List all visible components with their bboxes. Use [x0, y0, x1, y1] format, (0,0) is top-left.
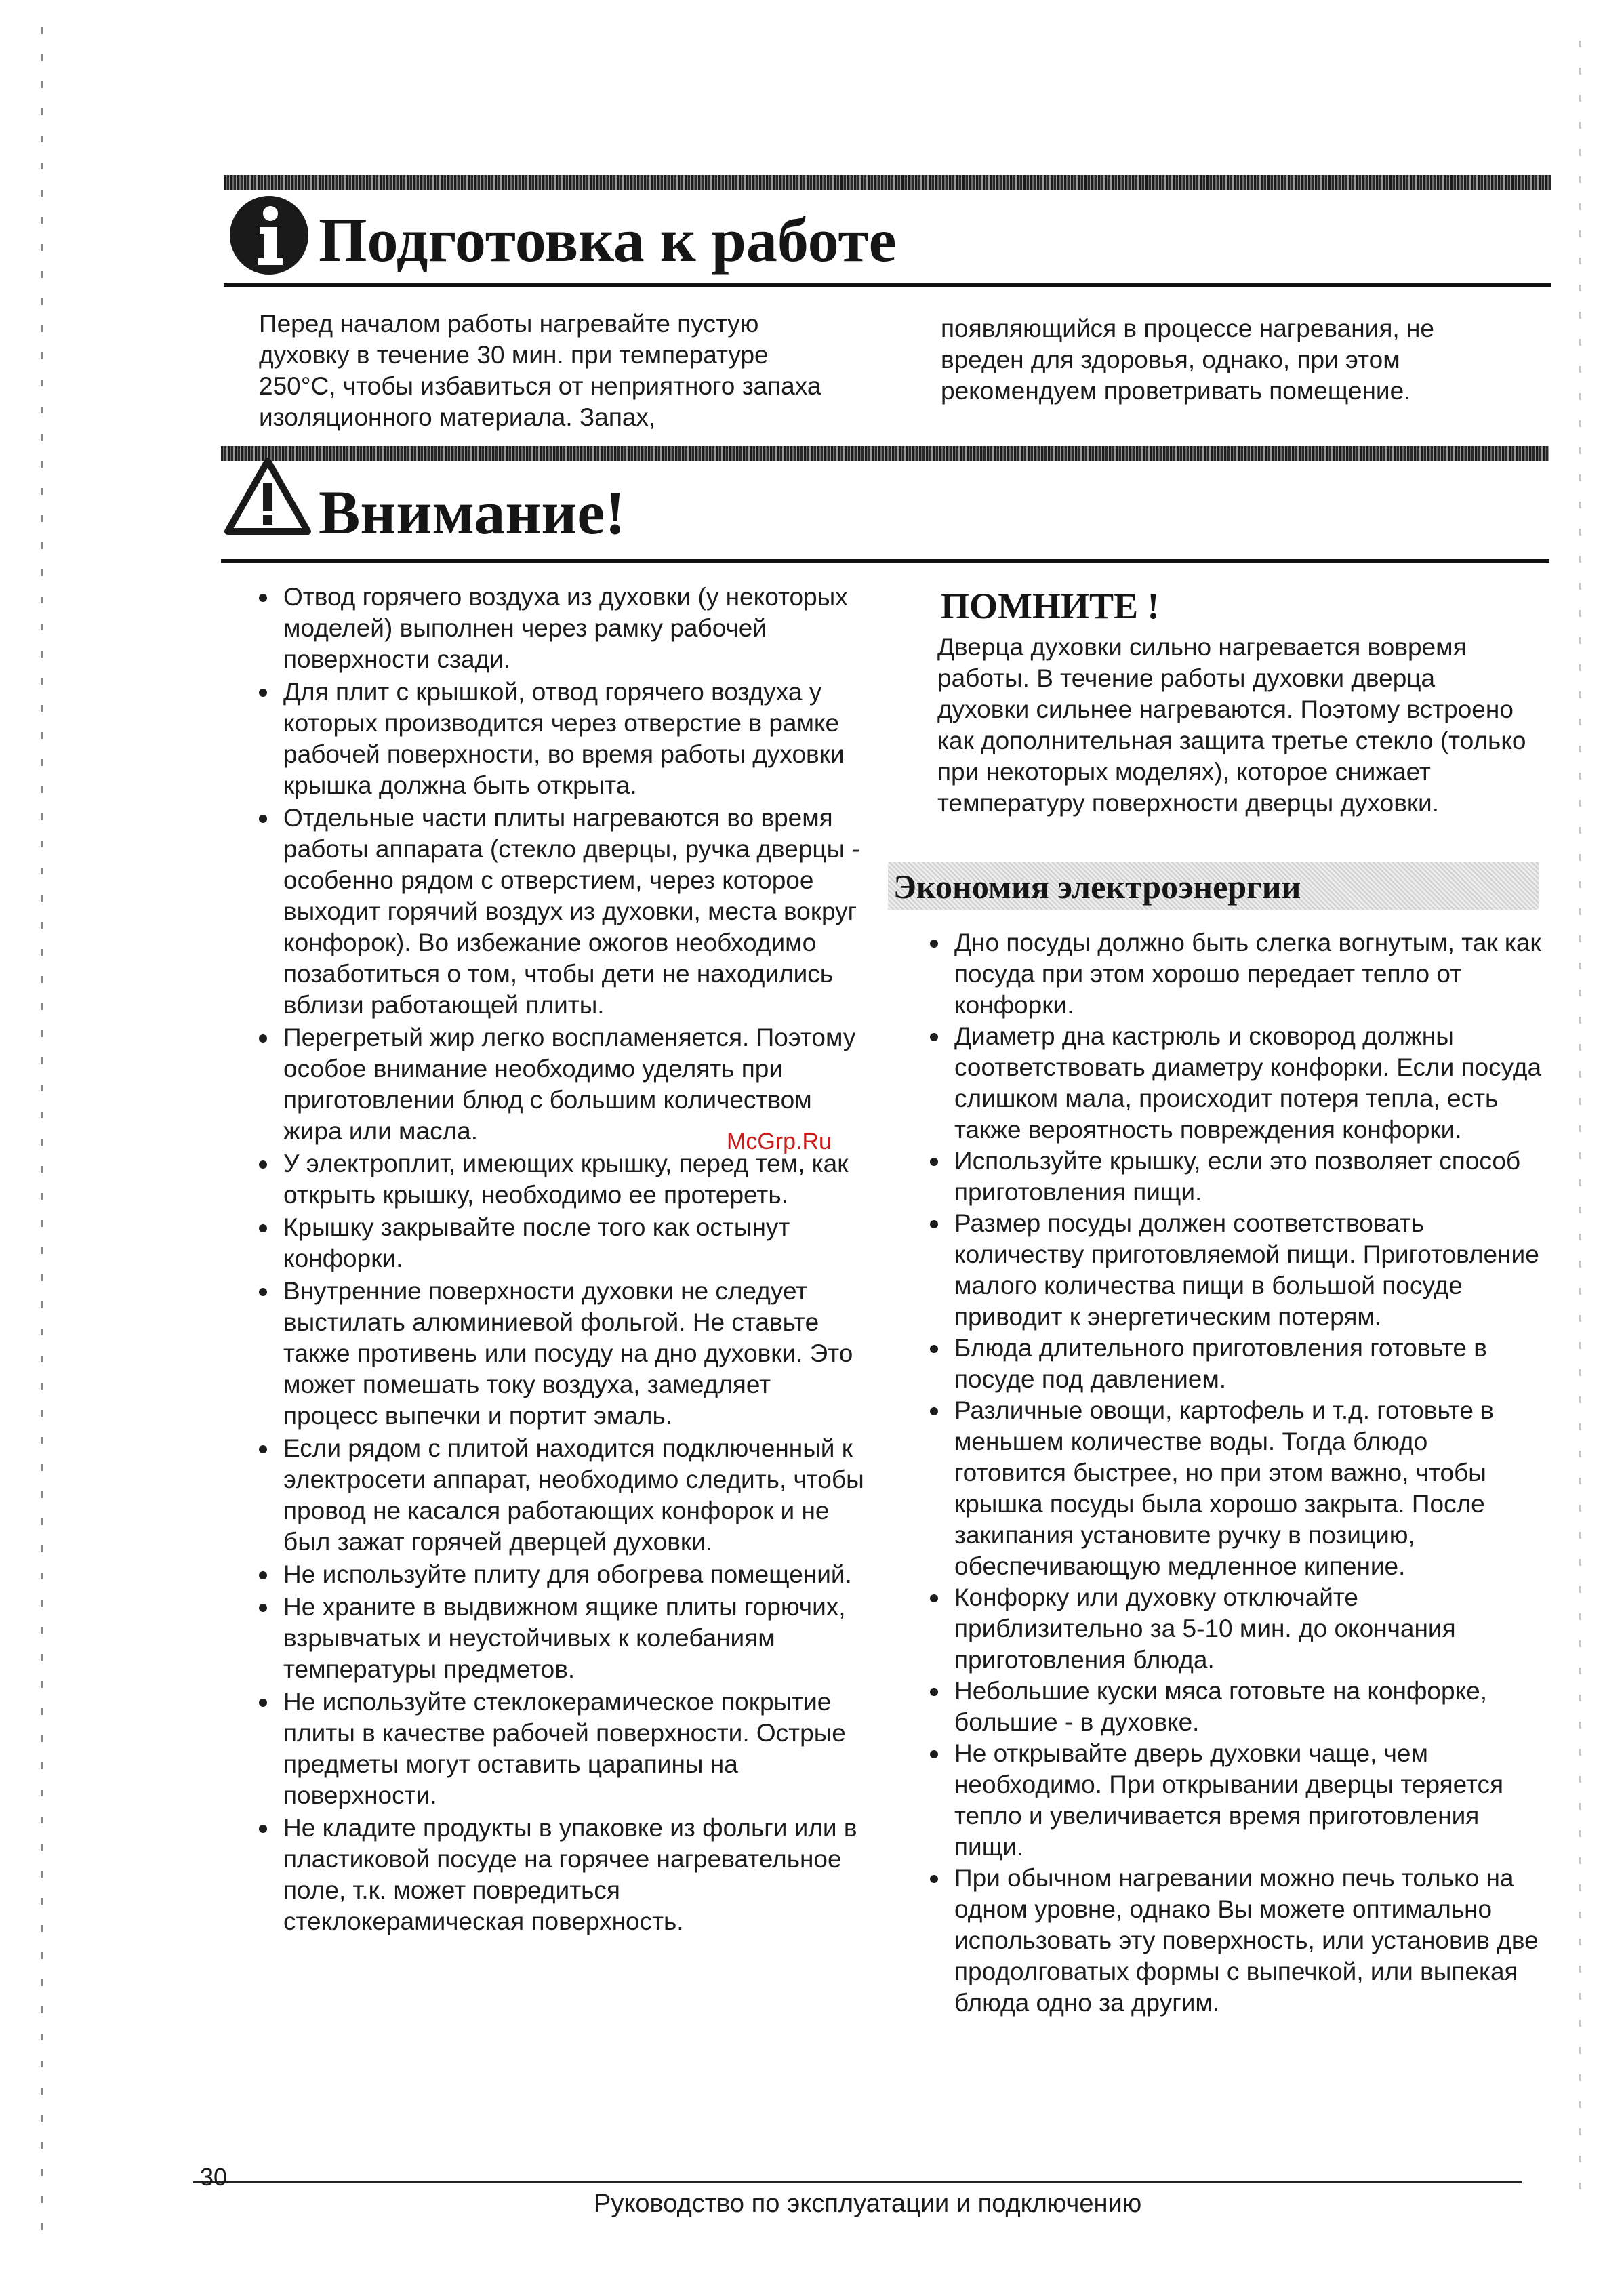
list-item: Дно посуды должно быть слегка вогнутым, так как посуда при этом хорошо передает тепло от конфорки. — [927, 927, 1544, 1021]
list-item: Не используйте плиту для обогрева помещений. — [256, 1559, 866, 1590]
list-item: Крышку закрывайте после того как остынут конфорки. — [256, 1212, 866, 1274]
list-item: Не кладите продукты в упаковке из фольги или в пластиковой посуде на горячее нагревательное поле, т.к. может повредиться стеклокерамическая поверхность. — [256, 1813, 866, 1937]
watermark-link[interactable]: McGrp.Ru — [727, 1129, 832, 1154]
list-item: Внутренние поверхности духовки не следует выстилать алюминиевой фольгой. Не ставьте также противень или посуду на дно духовки. Это может помешать току воздуха, замедляет процесс выпечки и портит эмаль. — [256, 1276, 866, 1432]
remember-heading: ПОМНИТЕ ! — [941, 586, 1160, 626]
warning-triangle-icon — [224, 456, 312, 537]
list-item: Используйте крышку, если это позволяет способ приготовления пищи. — [927, 1146, 1544, 1208]
list-item: Не открывайте дверь духовки чаще, чем необходимо. При открывании дверцы теряется тепло и увеличивается время приготовления пищи. — [927, 1738, 1544, 1863]
page-title-preparation: Подготовка к работе — [319, 205, 897, 275]
page-title-attention: Внимание! — [319, 478, 626, 547]
preparation-text-col1: Перед началом работы нагревайте пустую духовку в течение 30 мин. при температуре 250°С, чтобы избавиться от неприятного запаха изоляционного материала. Запах, — [259, 310, 821, 431]
preparation-text-col2: появляющийся в процессе нагревания, не вреден для здоровья, однако, при этом рекомендуем проветривать помещение. — [941, 315, 1434, 405]
footer-rule — [193, 2181, 1522, 2183]
footer-title: Руководство по эксплуатации и подключению — [594, 2189, 1142, 2218]
list-item: Не храните в выдвижном ящике плиты горючих, взрывчатых и неустойчивых к колебаниям температуры предметов. — [256, 1592, 866, 1685]
page-number: 30 — [200, 2163, 228, 2191]
middle-hatched-rule — [221, 446, 1549, 461]
list-item: Если рядом с плитой находится подключенный к электросети аппарат, необходимо следить, чтобы провод не касался работающих конфорок и не был зажат горячей дверцей духовки. — [256, 1433, 866, 1558]
list-item: У электроплит, имеющих крышку, перед тем, как открыть крышку, необходимо ее протереть. — [256, 1148, 866, 1211]
list-item: Отвод горячего воздуха из духовки (у некоторых моделей) выполнен через рамку рабочей поверхности сзади. — [256, 582, 866, 675]
top-hatched-rule — [224, 175, 1551, 190]
list-item: Различные овощи, картофель и т.д. готовьте в меньшем количестве воды. Тогда блюдо готовится быстрее, но при этом важно, чтобы крышка посуды была хорошо закрыта. После закипания установите ручку в позицию, обеспечивающую медленное кипение. — [927, 1395, 1544, 1582]
title-underline-2 — [221, 559, 1549, 563]
list-item: Перегретый жир легко воспламеняется. Поэтому особое внимание необходимо уделять при приготовлении блюд с большим количеством жира или масла. — [256, 1022, 866, 1147]
economy-heading: Экономия электроэнергии — [893, 868, 1301, 906]
scan-edge-left — [41, 27, 43, 2250]
list-item: Не используйте стеклокерамическое покрытие плиты в качестве рабочей поверхности. Острые предметы могут оставить царапины на поверхности. — [256, 1686, 866, 1811]
list-item: Размер посуды должен соответствовать количеству приготовляемой пищи. Приготовление малого количества пищи в большой посуде приводит к энергетическим потерям. — [927, 1208, 1544, 1333]
attention-bullet-list — [256, 582, 866, 1939]
list-item: Диаметр дна кастрюль и сковород должны соответствовать диаметру конфорки. Если посуда слишком мала, происходит потеря тепла, есть также вероятность повреждения конфорки. — [927, 1021, 1544, 1146]
list-item: Конфорку или духовку отключайте приблизительно за 5-10 мин. до окончания приготовления блюда. — [927, 1582, 1544, 1676]
list-item: При обычном нагревании можно печь только на одном уровне, однако Вы можете оптимально использовать эту поверхность, или установив две продолговатых формы с выпечкой, или выпекая блюда одно за другим. — [927, 1863, 1544, 2019]
list-item: Небольшие куски мяса готовьте на конфорке, большие - в духовке. — [927, 1676, 1544, 1738]
list-item: Для плит с крышкой, отвод горячего воздуха у которых производится через отверстие в рамке рабочей поверхности, во время работы духовки крышка должна быть открыта. — [256, 676, 866, 801]
economy-bullet-list — [927, 927, 1544, 2019]
remember-text: Дверца духовки сильно нагревается вовремя работы. В течение работы духовки дверца духовки сильнее нагреваются. Поэтому встроено как дополнительная защита третье стекло (только при некоторых моделях), которое снижает температуру поверхности дверцы духовки. — [937, 633, 1526, 817]
list-item: Блюда длительного приготовления готовьте в посуде под давлением. — [927, 1333, 1544, 1395]
title-underline-1 — [224, 283, 1551, 287]
scan-edge-right — [1579, 41, 1581, 2210]
list-item: Отдельные части плиты нагреваются во время работы аппарата (стекло дверцы, ручка дверцы - особенно рядом с отверстием, через которое выходит горячий воздух из духовки, места вокруг конфорок). Во избежание ожогов необходимо позаботиться о том, чтобы дети не находились вблизи работающей плиты. — [256, 803, 866, 1021]
info-icon — [227, 193, 311, 277]
